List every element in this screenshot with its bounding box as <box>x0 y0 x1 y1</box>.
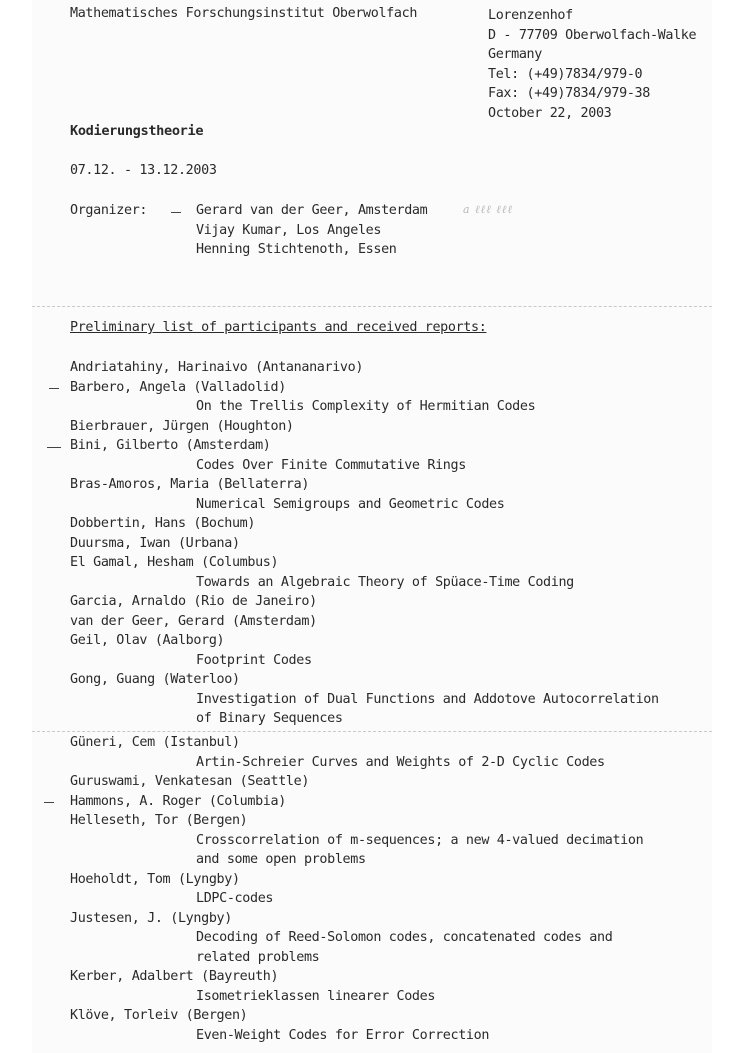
margin-mark <box>47 447 61 448</box>
report-title: Footprint Codes <box>196 652 312 668</box>
report-title: Decoding of Reed-Solomon codes, concatenated codes and <box>196 930 613 945</box>
participant-name: El Gamal, Hesham (Columbus) <box>70 555 279 570</box>
participant-name: Bini, Gilberto (Amsterdam) <box>70 438 271 453</box>
report-title: Investigation of Dual Functions and Addotove Autocorrelation <box>196 691 659 707</box>
participant-name: Güneri, Cem (Istanbul) <box>70 735 240 750</box>
fold-line <box>32 306 712 307</box>
faint-handwriting: a ℓℓℓ ℓℓℓ <box>463 203 514 216</box>
participant-name: Gong, Guang (Waterloo) <box>70 672 240 687</box>
workshop-dates: 07.12. - 13.12.2003 <box>70 163 217 178</box>
workshop-title: Kodierungstheorie <box>70 123 204 139</box>
participant-name: Dobbertin, Hans (Bochum) <box>70 516 256 531</box>
report-title: of Binary Sequences <box>196 711 343 726</box>
participant-name: Guruswami, Venkatesan (Seattle) <box>70 774 310 789</box>
organizer-name: Gerard van der Geer, Amsterdam <box>196 203 428 218</box>
report-title: On the Trellis Complexity of Hermitian Codes <box>196 399 536 414</box>
participant-name: Geil, Olav (Aalborg) <box>70 633 225 648</box>
fax: Fax: (+49)7834/979-38 <box>488 86 650 101</box>
participant-name: van der Geer, Gerard (Amsterdam) <box>70 613 317 629</box>
participant-name: Hammons, A. Roger (Columbia) <box>70 793 286 809</box>
report-title: LDPC-codes <box>196 891 274 906</box>
report-title: Isometrieklassen linearer Codes <box>196 988 436 1004</box>
address-country: Germany <box>488 47 542 62</box>
margin-mark <box>44 802 54 803</box>
list-heading: Preliminary list of participants and received reports: <box>70 320 487 335</box>
participant-name: Helleseth, Tor (Bergen) <box>70 813 248 828</box>
organizer-name: Henning Stichtenoth, Essen <box>196 242 397 257</box>
report-title: and some open problems <box>196 852 366 867</box>
report-title: Numerical Semigroups and Geometric Codes <box>196 496 505 512</box>
check-mark <box>171 212 181 213</box>
participant-name: Barbero, Angela (Valladolid) <box>70 379 286 395</box>
fold-line <box>32 731 712 732</box>
letter-date: October 22, 2003 <box>488 105 612 121</box>
institute-name: Mathematisches Forschungsinstitut Oberwolfach <box>70 6 418 21</box>
report-title: Towards an Algebraic Theory of Spüace-Time Coding <box>196 574 574 590</box>
report-title: Codes Over Finite Commutative Rings <box>196 457 466 473</box>
address-line: Lorenzenhof <box>488 8 573 23</box>
organizer-label: Organizer: <box>70 203 148 218</box>
participant-name: Klöve, Torleiv (Bergen) <box>70 1008 248 1023</box>
participant-name: Andriatahiny, Harinaivo (Antananarivo) <box>70 360 364 375</box>
report-title: related problems <box>196 949 320 965</box>
margin-mark <box>49 388 59 389</box>
participant-name: Bras-Amoros, Maria (Bellaterra) <box>70 477 310 492</box>
organizer-name: Vijay Kumar, Los Angeles <box>196 222 382 238</box>
participant-name: Bierbrauer, Jürgen (Houghton) <box>70 418 294 434</box>
telephone: Tel: (+49)7834/979-0 <box>488 66 643 82</box>
participant-name: Garcia, Arnaldo (Rio de Janeiro) <box>70 594 317 609</box>
participant-name: Hoeholdt, Tom (Lyngby) <box>70 871 240 887</box>
participant-name: Kerber, Adalbert (Bayreuth) <box>70 969 279 984</box>
participant-name: Justesen, J. (Lyngby) <box>70 910 232 926</box>
participant-name: Duursma, Iwan (Urbana) <box>70 535 240 551</box>
report-title: Artin-Schreier Curves and Weights of 2-D Cyclic Codes <box>196 754 605 770</box>
report-title: Even-Weight Codes for Error Correction <box>196 1027 490 1043</box>
address-line: D - 77709 Oberwolfach-Walke <box>488 27 697 43</box>
report-title: Crosscorrelation of m-sequences; a new 4-valued decimation <box>196 832 644 848</box>
